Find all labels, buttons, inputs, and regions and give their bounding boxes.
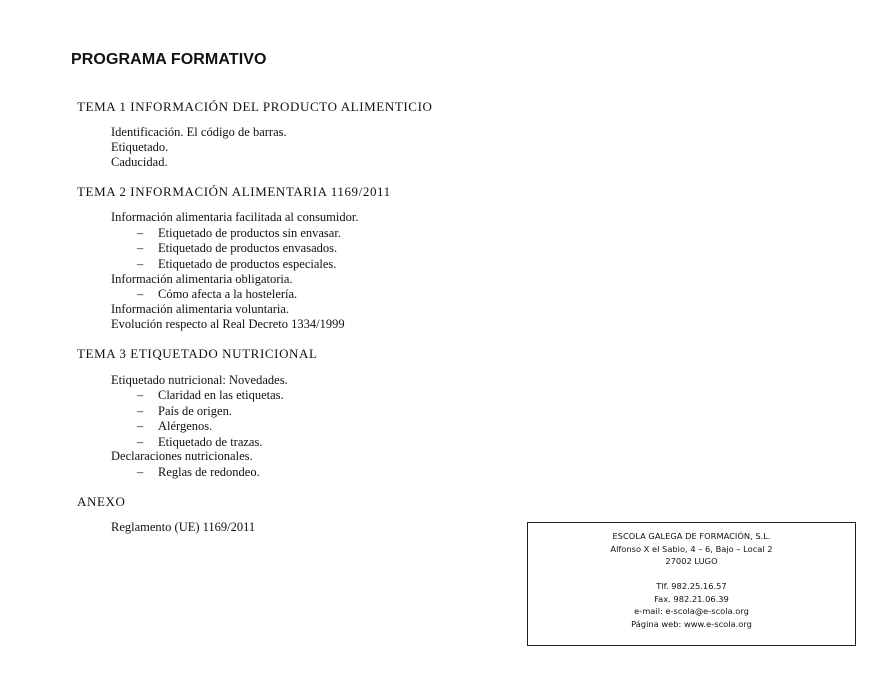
subitem-label: Claridad en las etiquetas. xyxy=(158,388,284,402)
company-fax: Fax. 982.21.06.39 xyxy=(654,593,729,604)
topic-2-subitem xyxy=(137,226,341,241)
subitem-label: Reglas de redondeo. xyxy=(158,465,260,479)
topic-3-subitem xyxy=(137,388,284,403)
topic-2-item: Información alimentaria facilitada al consumidor. xyxy=(111,210,359,224)
topic-3-heading: TEMA 3 ETIQUETADO NUTRICIONAL xyxy=(77,346,318,361)
dash-bullet: – xyxy=(137,257,144,271)
subitem-label: Etiquetado de productos sin envasar. xyxy=(158,226,341,240)
subitem-label: País de origen. xyxy=(158,404,232,418)
subitem-label: Etiquetado de productos envasados. xyxy=(158,241,338,255)
topic-1-item: Caducidad. xyxy=(111,155,168,169)
company-city: 27002 LUGO xyxy=(665,556,718,566)
subitem-label: Cómo afecta a la hostelería. xyxy=(158,287,298,301)
subitem-label: Etiquetado de trazas. xyxy=(158,435,263,449)
dash-bullet: – xyxy=(137,435,144,449)
dash-bullet: – xyxy=(137,287,144,301)
annex-item: Reglamento (UE) 1169/2011 xyxy=(111,520,256,534)
topic-3-subitem xyxy=(137,435,262,450)
dash-bullet: – xyxy=(137,241,144,255)
company-email: e-mail: e-scola@e-scola.org xyxy=(634,606,749,616)
contact-spacer xyxy=(528,568,855,581)
topic-2-item: Evolución respecto al Real Decreto 1334/1999 xyxy=(111,317,345,331)
dash-bullet: – xyxy=(137,388,144,402)
subitem-label: Etiquetado de productos especiales. xyxy=(158,257,337,271)
company-address: Alfonso X el Sabio, 4 – 6, Bajo – Local 2 xyxy=(610,543,773,554)
topic-2-heading: TEMA 2 INFORMACIÓN ALIMENTARIA 1169/2011 xyxy=(77,184,391,199)
topic-1-item: Identificación. El código de barras. xyxy=(111,125,287,139)
company-phone: Tlf. 982.25.16.57 xyxy=(656,581,727,591)
topic-1-item: Etiquetado. xyxy=(111,140,169,154)
topic-3-subitem xyxy=(137,419,212,434)
topic-3-item: Etiquetado nutricional: Novedades. xyxy=(111,373,288,387)
topic-3-subitem xyxy=(137,404,232,419)
dash-bullet: – xyxy=(137,404,144,418)
dash-bullet: – xyxy=(137,419,144,433)
dash-bullet: – xyxy=(137,226,144,240)
topic-2-subitem xyxy=(137,287,297,302)
topic-1-heading: TEMA 1 INFORMACIÓN DEL PRODUCTO ALIMENTICIO xyxy=(77,99,433,114)
company-name: ESCOLA GALEGA DE FORMACIÓN, S.L. xyxy=(612,531,771,541)
topic-2-item: Información alimentaria obligatoria. xyxy=(111,272,293,286)
topic-2-subitem xyxy=(137,241,337,256)
annex-heading: ANEXO xyxy=(77,494,126,509)
contact-box xyxy=(527,522,856,646)
company-website: Página web: www.e-scola.org xyxy=(631,618,752,629)
topic-3-item: Declaraciones nutricionales. xyxy=(111,449,253,463)
topic-3-subitem xyxy=(137,465,260,480)
topic-2-item: Información alimentaria voluntaria. xyxy=(111,302,290,316)
page-title: PROGRAMA FORMATIVO xyxy=(71,51,267,68)
subitem-label: Alérgenos. xyxy=(158,419,213,433)
topic-2-subitem xyxy=(137,257,336,272)
dash-bullet: – xyxy=(137,465,144,479)
